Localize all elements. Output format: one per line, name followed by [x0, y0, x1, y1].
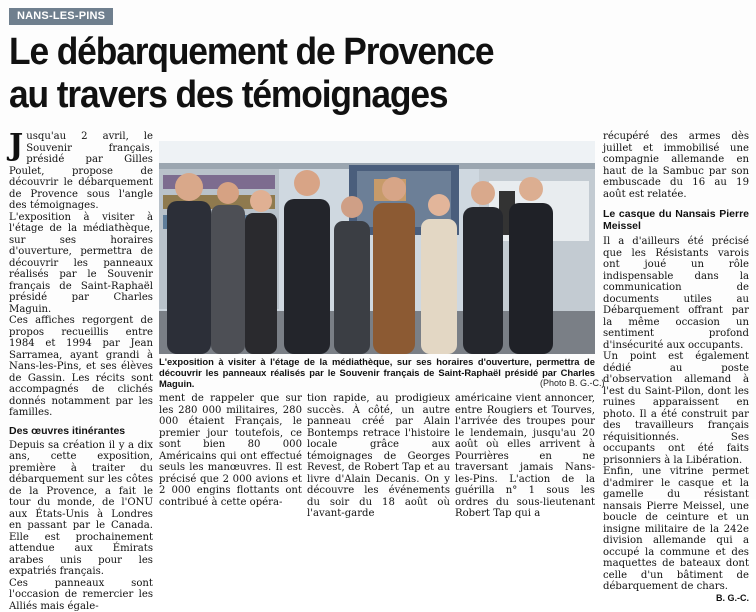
group-photo — [159, 141, 595, 354]
col2-text: ment de rappeler que sur les 280 000 militaires, 280 000 étaient Français, le premier jour toutefois, ce sont bien 80 000 Américains qui ont effectué seuls les manœuvres. Il est précisé que 2 000 avions et 2 000 engins flottants ont contribué à cette opéra- — [159, 393, 302, 508]
drop-cap: J — [9, 133, 23, 159]
col1-p1: usqu'au 2 avril, le Souvenir français, présidé par Gilles Poulet, propose de découvrir le débarquement de Provence sous l'angle des témoignages. — [9, 131, 153, 211]
photo-caption: L'exposition à visiter à l'étage de la médiathèque, sur ses horaires d'ouverture, permettra de découvrir les panneaux réalisés par le Souvenir français de Saint-Raphaël présidé par Charles Maguin. — [159, 356, 595, 389]
photo-illustration — [159, 141, 595, 354]
col5-p1: récupéré des armes dès juillet et immobilisé une compagnie allemande en haut de la Sambuc par son embuscade du 16 au 19 août est relatée. — [603, 131, 749, 200]
col1-p3: Ces affiches regorgent de propos recueillis entre 1984 et 1994 par Jean Sarramea, ayant grandi à Nans-les-Pins, et ses élèves de Gassin. Les récits sont accompagnés de clichés donnés notamment par les familles. — [9, 315, 153, 419]
col4-text: américaine vient annoncer, entre Rougiers et Tourves, l'arrivée des troupes pour le lendemain, jusqu'au 20 août où elles arrivent à Pourrières en ne traversant jamais Nans-les-Pins. L'action de la guérilla n° 1 sous les ordres du sous-lieutenant Robert Tap qui a — [455, 393, 595, 520]
column-4 — [455, 393, 595, 499]
col5-p3: Un point est également dédié au poste d'observation allemand à l'est du Saint-Pilon, dont les ruines apparaissent en photo. Il a été construit par des travailleurs français réquisitionnés. Ses occupants ont été faits prisonniers à la Libération. — [603, 351, 749, 466]
column-1 — [9, 131, 153, 499]
col1-p2: L'exposition à visiter à l'étage de la médiathèque, sur ses horaires d'ouverture, permettra de découvrir les panneaux réalisés par le Souvenir français de Saint-Raphaël présidé par Charles Maguin. — [9, 212, 153, 316]
col5-p4: Enfin, une vitrine permet d'admirer le casque et la gamelle du résistant nansais Pierre Meissel, une boucle de ceinture et un insigne militaire de la 242e division allemande qui a occupé la commune et des maquettes de bateaux dont celle d'un bâtiment de débarquement de chars. — [603, 466, 749, 593]
headline-line-1: Le débarquement de Provence — [9, 31, 697, 74]
col5-p2: Il a d'ailleurs été précisé que les Résistants varois ont joué un rôle indispensable dans la communication de documents utiles au Débarquement offrant par la même occasion un sentiment profond d'insécurité aux occupants. — [603, 236, 749, 351]
col1-p5: Ces panneaux sont l'occasion de remercier les Alliés mais égale- — [9, 578, 153, 612]
column-5 — [603, 131, 749, 499]
col1-intro — [9, 131, 153, 212]
author-signature: B. G.-C. — [603, 593, 749, 605]
subheading-casque: Le casque du Nansais Pierre Meissel — [603, 208, 749, 232]
headline-line-2: au travers des témoignages — [9, 74, 697, 117]
section-tag: NANS-LES-PINS — [9, 8, 113, 25]
headline — [9, 31, 697, 117]
column-3 — [307, 393, 450, 499]
col3-text: tion rapide, au prodigieux succès. À côté, un autre panneau créé par Alain Bontemps retrace l'histoire locale grâce aux témoignages de Georges Revest, de Robert Tap et au livre d'Alain Decanis. On y découvre les événements du soir du 18 août où l'avant-garde — [307, 393, 450, 520]
col1-p4: Depuis sa création il y a dix ans, cette exposition, première à traiter du débarquement sur les côtes de la Provence, a fait le tour du monde, de l'ONU aux États-Unis à Londres en passant par le Canada. Elle est prochainement attendue aux Émirats arabes unis pour les expatriés français. — [9, 440, 153, 578]
column-2 — [159, 393, 302, 499]
photo-credit: (Photo B. G.-C.) — [540, 378, 605, 389]
subheading-oeuvres: Des œuvres itinérantes — [9, 425, 153, 437]
